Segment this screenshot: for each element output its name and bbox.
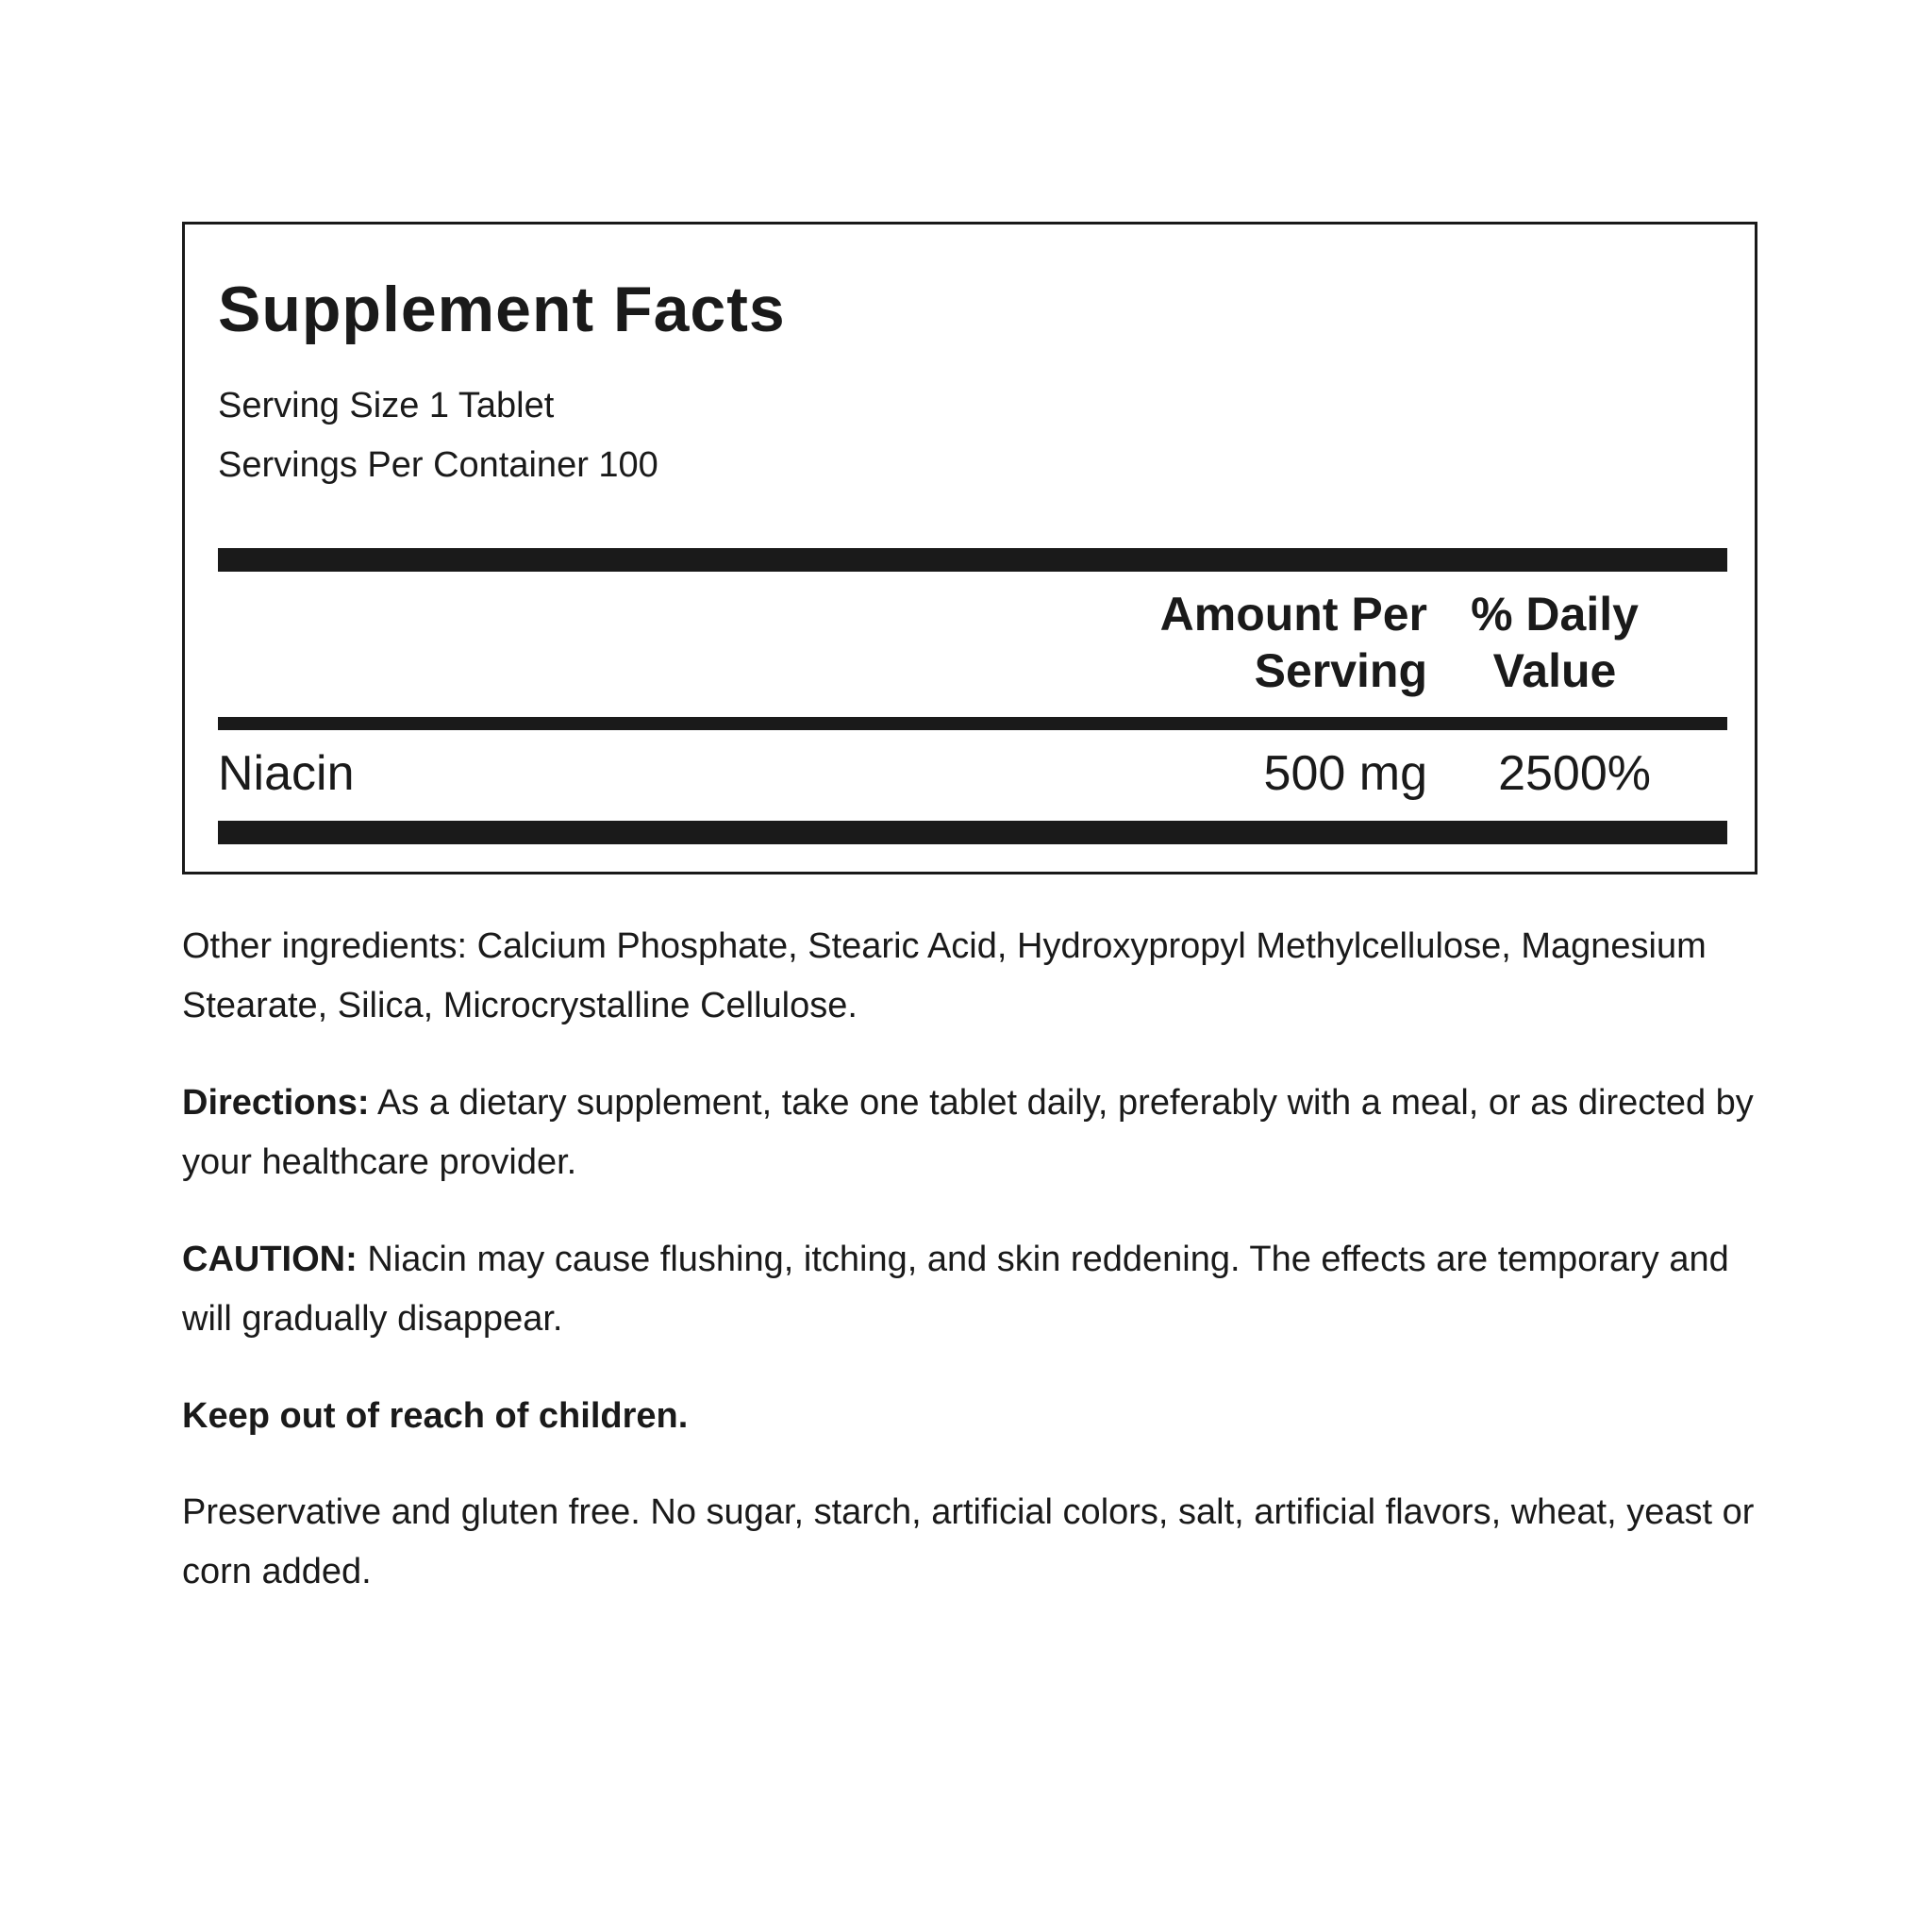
nutrient-amount: 500 mg <box>1263 746 1427 801</box>
free-from-statement: Preservative and gluten free. No sugar, starch, artificial colors, salt, artificial flavors, wheat, yeast or corn added. <box>182 1492 1755 1591</box>
nutrient-daily-value: 2500% <box>1498 746 1651 801</box>
dv-header-line1: % Daily <box>1471 588 1639 641</box>
caution <box>182 1230 1767 1349</box>
caution-text: Niacin may cause flushing, itching, and skin reddening. The effects are temporary and will gradually disappear. <box>182 1240 1729 1339</box>
amount-header-line1: Amount Per <box>1159 588 1427 641</box>
dv-header-line2: Value <box>1492 644 1617 697</box>
thick-divider-bottom <box>218 821 1727 844</box>
directions-label: Directions: <box>182 1083 370 1123</box>
keep-out-of-reach: Keep out of reach of children. <box>182 1396 689 1436</box>
thick-divider-top <box>218 548 1727 572</box>
caution-label: CAUTION: <box>182 1240 358 1279</box>
serving-size: Serving Size 1 Tablet <box>218 386 555 425</box>
other-ingredients: Other ingredients: Calcium Phosphate, Stearic Acid, Hydroxypropyl Methylcellulose, Magnesium Stearate, Silica, Microcrystalline Cellulose. <box>182 926 1707 1025</box>
amount-header-line2: Serving <box>1254 644 1427 697</box>
supplement-facts-title: Supplement Facts <box>218 274 786 345</box>
directions-text: As a dietary supplement, take one tablet daily, preferably with a meal, or as directed by your healthcare provider. <box>182 1083 1754 1182</box>
amount-per-serving-header <box>1050 586 1427 699</box>
supplement-facts-panel <box>182 222 1757 874</box>
daily-value-header <box>1446 586 1663 699</box>
medium-divider <box>218 717 1727 730</box>
directions <box>182 1074 1767 1192</box>
nutrient-name: Niacin <box>218 746 355 801</box>
servings-per-container: Servings Per Container 100 <box>218 445 658 485</box>
